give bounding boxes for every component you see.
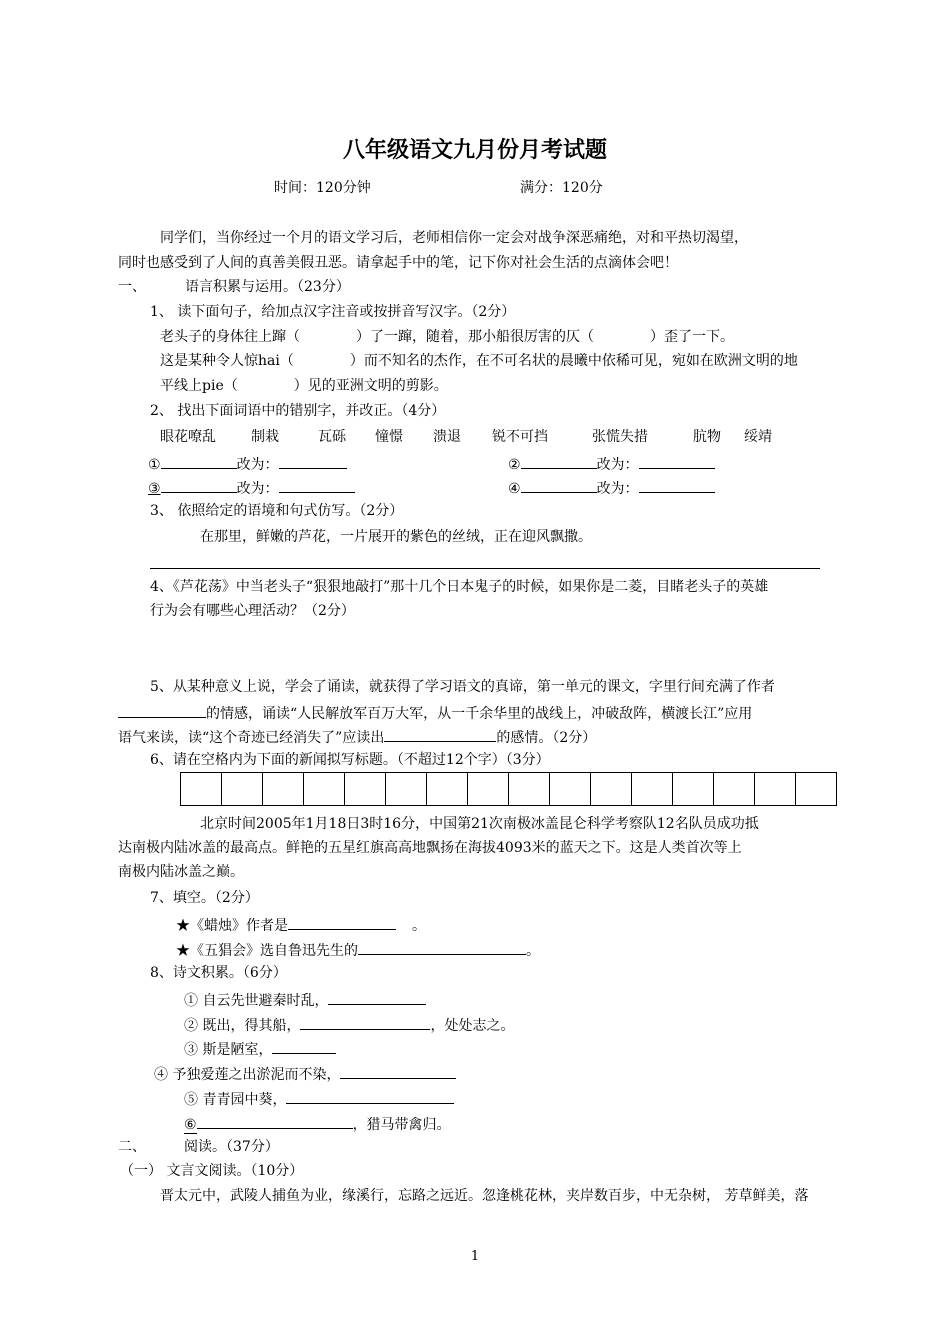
headline-cell[interactable] [672, 772, 714, 806]
q2-word: 张慌失措 [592, 429, 648, 445]
headline-cell[interactable] [385, 772, 427, 806]
q8-poem-3 [184, 1038, 336, 1059]
q1-text: 平线上pie（ [160, 378, 238, 394]
headline-cell[interactable] [180, 772, 222, 806]
news-line-1: 北京时间2005年1月18日3时16分，中国第21次南极冰盖昆仑科学考察队12名队员成功抵 [200, 816, 759, 832]
q3-sample: 在那里，鲜嫩的芦花，一片展开的紫色的丝绒，正在迎风飘撒。 [200, 529, 592, 545]
q5-text: 的感情。（2分） [496, 730, 597, 746]
q2-answer-1 [148, 453, 347, 474]
q2-change-label: 改为： [236, 457, 279, 473]
intro-line-2: 同时也感受到了人间的真善美假丑恶。请拿起手中的笔，记下你对社会生活的点滴体会吧！ [118, 255, 678, 271]
q7-item-1 [176, 914, 426, 935]
q5-text: 的情感，诵读“人民解放军百万大军，从一千余华里的战线上，冲破敌阵，横渡长江”应用 [206, 706, 753, 722]
q7-text: 。 [526, 943, 540, 959]
q2-answer-3 [148, 477, 355, 498]
q8-blank[interactable] [328, 989, 426, 1005]
exam-title: 八年级语文九月份月考试题 [342, 137, 607, 163]
q8-heading: 8、诗文积累。（6分） [150, 965, 287, 981]
headline-cell[interactable] [713, 772, 755, 806]
q8-poem-6 [184, 1113, 451, 1134]
q2-number: ④ [508, 481, 521, 497]
headline-cell[interactable] [590, 772, 632, 806]
section-2-heading: 阅读。（37分） [184, 1139, 279, 1155]
subsection-1-heading: （一） 文言文阅读。（10分） [120, 1163, 304, 1179]
q3-heading: 3、 依照给定的语境和句式仿写。（2分） [150, 503, 404, 519]
q1-text: ）而不知名的杰作，在不可名状的晨曦中依稀可见，宛如在欧洲文明的地 [349, 353, 798, 369]
q2-answer-2 [508, 453, 715, 474]
q5-text: 语气来读，读“这个奇迹已经消失了”应读出 [118, 730, 385, 746]
q2-number: ② [508, 457, 521, 473]
q2-blank[interactable] [279, 477, 355, 493]
q2-change-label: 改为： [596, 481, 639, 497]
headline-cell[interactable] [344, 772, 386, 806]
exam-score: 满分：120分 [520, 180, 603, 196]
section-1-heading: 语言积累与运用。（23分） [185, 279, 350, 295]
q5-line-3 [118, 726, 596, 747]
headline-cell[interactable] [262, 772, 304, 806]
q7-blank-1[interactable] [288, 914, 396, 930]
q5-line-1: 5、从某种意义上说，学会了诵读，就获得了学习语文的真谛，第一单元的课文，字里行间充满了作者 [150, 679, 775, 695]
q2-word: 肮物 [693, 429, 721, 445]
headline-cell[interactable] [303, 772, 345, 806]
q2-word: 制栽 [251, 429, 279, 445]
q8-text: ，处处志之。 [430, 1018, 515, 1034]
q2-blank[interactable] [521, 453, 597, 469]
q8-text: ① 自云先世避秦时乱， [184, 993, 329, 1009]
q8-blank[interactable] [286, 1088, 454, 1104]
intro-line-1: 同学们，当你经过一个月的语文学习后，老师相信你一定会对战争深恶痛绝，对和平热切渴望， [160, 230, 748, 246]
q6-heading: 6、请在空格内为下面的新闻拟写标题。（不超过12个字）（3分） [150, 752, 550, 768]
headline-cell[interactable] [426, 772, 468, 806]
q2-word: 溃退 [433, 429, 461, 445]
q2-blank[interactable] [279, 453, 347, 469]
q8-blank[interactable] [340, 1063, 456, 1079]
headline-cell[interactable] [754, 772, 796, 806]
q1-text: ）歪了一下。 [650, 329, 734, 345]
q2-heading: 2、 找出下面词语中的错别字，并改正。（4分） [150, 403, 446, 419]
passage-line-1: 晋太元中，武陵人捕鱼为业，缘溪行，忘路之远近。忽逢桃花林，夹岸数百步，中无杂树， 芳草鲜美，落 [160, 1188, 809, 1204]
q8-text: ，猎马带禽归。 [352, 1117, 451, 1133]
q1-text: ）了一蹿，随着，那小船很厉害的仄（ [356, 329, 594, 345]
q8-text: ③ 斯是陋室， [184, 1042, 273, 1058]
headline-grid [180, 772, 837, 806]
headline-cell[interactable] [221, 772, 263, 806]
q1-text: 这是某种令人惊hai（ [160, 353, 294, 369]
q2-word: 瓦砾 [318, 429, 346, 445]
q2-number: ① [148, 457, 161, 473]
q8-text: ⑤ 青青园中葵， [184, 1092, 287, 1108]
q5-line-2 [118, 702, 752, 723]
q2-word: 眼花嘹乱 [160, 429, 216, 445]
q8-blank[interactable] [197, 1113, 353, 1129]
section-2-number: 二、 [118, 1139, 146, 1155]
q8-text: ② 既出，得其船， [184, 1018, 301, 1034]
q8-blank[interactable] [300, 1014, 430, 1030]
section-1-number: 一、 [118, 279, 146, 295]
page-number: 1 [470, 1249, 480, 1264]
news-line-2: 达南极内陆冰盖的最高点。鲜艳的五星红旗高高地飘扬在海拔4093米的蓝天之下。这是人类首次等上 [118, 840, 742, 856]
q2-blank[interactable] [521, 477, 597, 493]
q4-line-2: 行为会有哪些心理活动？（2分） [150, 603, 355, 619]
q1-heading: 1、 读下面句子，给加点汉字注音或按拼音写汉字。（2分） [150, 304, 516, 320]
q2-blank[interactable] [639, 477, 715, 493]
q8-poem-5 [184, 1088, 454, 1109]
q1-text: ）见的亚洲文明的剪影。 [293, 378, 448, 394]
q3-answer-line[interactable] [150, 568, 820, 569]
headline-cell[interactable] [795, 772, 837, 806]
headline-cell[interactable] [508, 772, 550, 806]
q2-word: 锐不可挡 [492, 429, 548, 445]
q8-poem-1 [184, 989, 426, 1010]
q5-blank-1[interactable] [118, 702, 206, 718]
q2-answer-4 [508, 477, 715, 498]
q1-sentence-3 [160, 377, 448, 395]
q7-blank-2[interactable] [358, 939, 526, 955]
headline-cell[interactable] [549, 772, 591, 806]
q8-poem-2 [184, 1014, 514, 1035]
q1-sentence-2 [160, 352, 798, 370]
headline-cell[interactable] [467, 772, 509, 806]
q2-blank[interactable] [639, 453, 715, 469]
q2-blank[interactable] [161, 477, 237, 493]
q8-poem-4 [154, 1063, 456, 1084]
q4-line-1: 4、《芦花荡》中当老头子“狠狠地敲打”那十几个日本鬼子的时候，如果你是二菱，目睹老头子的英雄 [150, 579, 769, 595]
q2-change-label: 改为： [236, 481, 279, 497]
q5-blank-2[interactable] [384, 726, 496, 742]
q7-text: ★《五猖会》选自鲁迅先生的 [176, 943, 358, 959]
exam-time: 时间：120分钟 [274, 180, 371, 196]
q2-blank[interactable] [161, 453, 237, 469]
q7-heading: 7、填空。（2分） [150, 890, 259, 906]
q2-word: 憧憬 [375, 429, 403, 445]
q7-item-2 [176, 939, 540, 960]
q2-change-label: 改为： [596, 457, 639, 473]
q2-word: 绥靖 [744, 429, 772, 445]
headline-cell[interactable] [631, 772, 673, 806]
q7-text: ★《蜡烛》作者是 [176, 918, 288, 934]
news-line-3: 南极内陆冰盖之巅。 [118, 864, 244, 880]
q8-text: ④ 予独爱莲之出淤泥而不染， [154, 1067, 341, 1083]
q8-blank[interactable] [272, 1038, 336, 1054]
q1-sentence-1 [160, 328, 734, 346]
q1-text: 老头子的身体往上蹿（ [160, 329, 300, 345]
q7-text: 。 [412, 918, 426, 934]
q8-text: ⑥ [184, 1117, 197, 1133]
q2-number: ③ [148, 481, 161, 497]
